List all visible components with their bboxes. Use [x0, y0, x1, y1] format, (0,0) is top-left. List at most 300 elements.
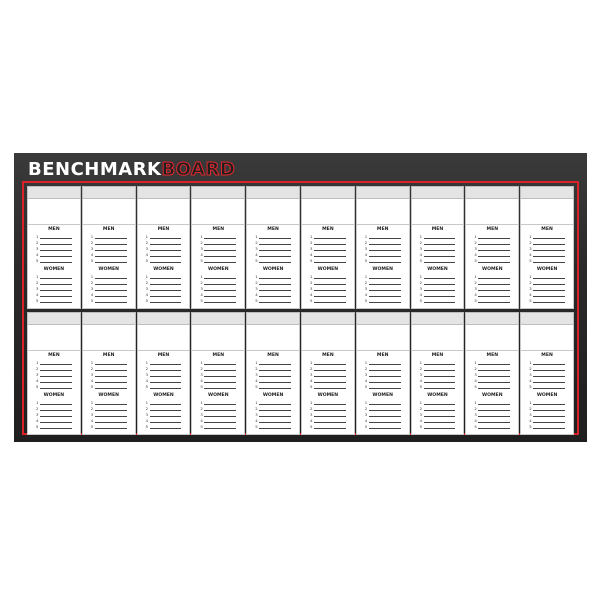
men-entry-line[interactable] [359, 365, 407, 371]
women-entry-line[interactable] [468, 405, 516, 411]
workout-header-cell[interactable] [246, 312, 300, 325]
women-entry-line[interactable] [523, 411, 571, 417]
entry-write-line[interactable] [478, 406, 510, 411]
workout-name-cell[interactable] [520, 325, 574, 351]
women-entry-line[interactable] [359, 417, 407, 423]
men-entry-line[interactable] [359, 383, 407, 389]
workout-header-cell[interactable] [246, 186, 300, 199]
women-entry-line[interactable] [30, 297, 78, 303]
women-entry-line[interactable] [249, 291, 297, 297]
entry-write-line[interactable] [424, 360, 456, 365]
men-entry-line[interactable] [414, 359, 462, 365]
entry-write-line[interactable] [204, 424, 236, 429]
entry-write-line[interactable] [478, 424, 510, 429]
women-entry-line[interactable] [523, 297, 571, 303]
men-entry-line[interactable] [140, 239, 188, 245]
women-entry-line[interactable] [468, 417, 516, 423]
workout-header-cell[interactable] [411, 312, 465, 325]
entry-write-line[interactable] [478, 384, 510, 389]
entry-write-line[interactable] [150, 384, 182, 389]
entry-write-line[interactable] [95, 360, 127, 365]
women-entry-line[interactable] [249, 405, 297, 411]
workout-name-cell[interactable] [246, 325, 300, 351]
entry-write-line[interactable] [204, 400, 236, 405]
men-entry-line[interactable] [249, 365, 297, 371]
men-entry-line[interactable] [194, 257, 242, 263]
women-entry-line[interactable] [414, 291, 462, 297]
men-entry-line[interactable] [304, 251, 352, 257]
women-entry-line[interactable] [414, 411, 462, 417]
men-entry-line[interactable] [414, 251, 462, 257]
entry-write-line[interactable] [259, 400, 291, 405]
men-entry-line[interactable] [359, 257, 407, 263]
entry-write-line[interactable] [259, 240, 291, 245]
entry-write-line[interactable] [314, 412, 346, 417]
men-entry-line[interactable] [194, 377, 242, 383]
women-entry-line[interactable] [194, 399, 242, 405]
men-entry-line[interactable] [468, 371, 516, 377]
women-entry-line[interactable] [523, 423, 571, 429]
men-entry-line[interactable] [523, 239, 571, 245]
workout-header-cell[interactable] [301, 312, 355, 325]
women-entry-line[interactable] [414, 399, 462, 405]
entry-write-line[interactable] [259, 280, 291, 285]
women-entry-line[interactable] [468, 291, 516, 297]
entry-write-line[interactable] [259, 378, 291, 383]
entry-write-line[interactable] [259, 286, 291, 291]
entry-write-line[interactable] [533, 424, 565, 429]
men-entry-line[interactable] [85, 365, 133, 371]
women-entry-line[interactable] [194, 411, 242, 417]
entry-write-line[interactable] [95, 412, 127, 417]
women-entry-line[interactable] [414, 405, 462, 411]
men-entry-line[interactable] [468, 239, 516, 245]
entry-write-line[interactable] [259, 424, 291, 429]
entry-write-line[interactable] [259, 298, 291, 303]
women-entry-line[interactable] [468, 297, 516, 303]
women-entry-line[interactable] [140, 411, 188, 417]
men-entry-line[interactable] [140, 371, 188, 377]
men-entry-line[interactable] [414, 371, 462, 377]
women-entry-line[interactable] [30, 399, 78, 405]
entry-write-line[interactable] [478, 234, 510, 239]
entry-write-line[interactable] [95, 424, 127, 429]
women-entry-line[interactable] [304, 417, 352, 423]
women-entry-line[interactable] [304, 405, 352, 411]
entry-write-line[interactable] [40, 280, 72, 285]
women-entry-line[interactable] [194, 291, 242, 297]
men-entry-line[interactable] [194, 233, 242, 239]
entry-write-line[interactable] [40, 372, 72, 377]
women-entry-line[interactable] [523, 279, 571, 285]
women-entry-line[interactable] [523, 399, 571, 405]
entry-write-line[interactable] [424, 240, 456, 245]
entry-write-line[interactable] [40, 400, 72, 405]
entry-write-line[interactable] [40, 384, 72, 389]
men-entry-line[interactable] [414, 377, 462, 383]
workout-name-cell[interactable] [82, 199, 136, 225]
entry-write-line[interactable] [150, 240, 182, 245]
entry-write-line[interactable] [259, 406, 291, 411]
entry-write-line[interactable] [314, 378, 346, 383]
women-entry-line[interactable] [304, 399, 352, 405]
entry-write-line[interactable] [259, 360, 291, 365]
women-entry-line[interactable] [140, 285, 188, 291]
entry-write-line[interactable] [40, 366, 72, 371]
entry-write-line[interactable] [369, 406, 401, 411]
workout-header-cell[interactable] [137, 312, 191, 325]
entry-write-line[interactable] [314, 384, 346, 389]
entry-write-line[interactable] [314, 234, 346, 239]
entry-write-line[interactable] [259, 366, 291, 371]
entry-write-line[interactable] [150, 234, 182, 239]
women-entry-line[interactable] [414, 273, 462, 279]
entry-write-line[interactable] [369, 292, 401, 297]
entry-write-line[interactable] [204, 360, 236, 365]
entry-write-line[interactable] [424, 258, 456, 263]
men-entry-line[interactable] [85, 257, 133, 263]
workout-header-cell[interactable] [465, 312, 519, 325]
entry-write-line[interactable] [424, 234, 456, 239]
women-entry-line[interactable] [194, 417, 242, 423]
entry-write-line[interactable] [314, 400, 346, 405]
women-entry-line[interactable] [523, 405, 571, 411]
entry-write-line[interactable] [204, 384, 236, 389]
entry-write-line[interactable] [533, 360, 565, 365]
entry-write-line[interactable] [478, 418, 510, 423]
entry-write-line[interactable] [424, 292, 456, 297]
men-entry-line[interactable] [523, 257, 571, 263]
women-entry-line[interactable] [304, 279, 352, 285]
entry-write-line[interactable] [533, 274, 565, 279]
entry-write-line[interactable] [259, 252, 291, 257]
entry-write-line[interactable] [259, 234, 291, 239]
women-entry-line[interactable] [30, 273, 78, 279]
entry-write-line[interactable] [478, 274, 510, 279]
men-entry-line[interactable] [468, 257, 516, 263]
men-entry-line[interactable] [359, 251, 407, 257]
men-entry-line[interactable] [468, 233, 516, 239]
workout-name-cell[interactable] [82, 325, 136, 351]
entry-write-line[interactable] [369, 412, 401, 417]
workout-name-cell[interactable] [465, 199, 519, 225]
men-entry-line[interactable] [140, 365, 188, 371]
entry-write-line[interactable] [259, 372, 291, 377]
workout-name-cell[interactable] [137, 199, 191, 225]
women-entry-line[interactable] [85, 279, 133, 285]
women-entry-line[interactable] [85, 291, 133, 297]
entry-write-line[interactable] [424, 252, 456, 257]
men-entry-line[interactable] [85, 233, 133, 239]
men-entry-line[interactable] [140, 233, 188, 239]
women-entry-line[interactable] [85, 273, 133, 279]
workout-name-cell[interactable] [356, 325, 410, 351]
men-entry-line[interactable] [468, 245, 516, 251]
entry-write-line[interactable] [314, 372, 346, 377]
entry-write-line[interactable] [314, 280, 346, 285]
entry-write-line[interactable] [259, 418, 291, 423]
entry-write-line[interactable] [204, 418, 236, 423]
men-entry-line[interactable] [85, 371, 133, 377]
entry-write-line[interactable] [95, 246, 127, 251]
men-entry-line[interactable] [30, 245, 78, 251]
men-entry-line[interactable] [140, 251, 188, 257]
entry-write-line[interactable] [40, 298, 72, 303]
women-entry-line[interactable] [30, 417, 78, 423]
entry-write-line[interactable] [150, 280, 182, 285]
entry-write-line[interactable] [314, 252, 346, 257]
entry-write-line[interactable] [369, 378, 401, 383]
women-entry-line[interactable] [468, 285, 516, 291]
entry-write-line[interactable] [95, 252, 127, 257]
entry-write-line[interactable] [204, 372, 236, 377]
men-entry-line[interactable] [304, 377, 352, 383]
entry-write-line[interactable] [369, 424, 401, 429]
women-entry-line[interactable] [249, 423, 297, 429]
women-entry-line[interactable] [414, 279, 462, 285]
entry-write-line[interactable] [369, 246, 401, 251]
entry-write-line[interactable] [95, 366, 127, 371]
entry-write-line[interactable] [478, 292, 510, 297]
workout-name-cell[interactable] [356, 199, 410, 225]
entry-write-line[interactable] [533, 280, 565, 285]
entry-write-line[interactable] [424, 246, 456, 251]
men-entry-line[interactable] [523, 245, 571, 251]
women-entry-line[interactable] [30, 411, 78, 417]
women-entry-line[interactable] [468, 423, 516, 429]
men-entry-line[interactable] [523, 359, 571, 365]
women-entry-line[interactable] [85, 405, 133, 411]
women-entry-line[interactable] [30, 279, 78, 285]
men-entry-line[interactable] [304, 371, 352, 377]
entry-write-line[interactable] [478, 400, 510, 405]
men-entry-line[interactable] [30, 251, 78, 257]
women-entry-line[interactable] [194, 279, 242, 285]
women-entry-line[interactable] [359, 279, 407, 285]
men-entry-line[interactable] [249, 239, 297, 245]
entry-write-line[interactable] [533, 240, 565, 245]
men-entry-line[interactable] [85, 245, 133, 251]
men-entry-line[interactable] [249, 359, 297, 365]
entry-write-line[interactable] [533, 258, 565, 263]
men-entry-line[interactable] [414, 233, 462, 239]
entry-write-line[interactable] [533, 286, 565, 291]
men-entry-line[interactable] [85, 359, 133, 365]
men-entry-line[interactable] [30, 371, 78, 377]
entry-write-line[interactable] [95, 372, 127, 377]
entry-write-line[interactable] [533, 412, 565, 417]
women-entry-line[interactable] [414, 285, 462, 291]
women-entry-line[interactable] [249, 399, 297, 405]
entry-write-line[interactable] [424, 274, 456, 279]
women-entry-line[interactable] [468, 273, 516, 279]
women-entry-line[interactable] [85, 411, 133, 417]
women-entry-line[interactable] [523, 417, 571, 423]
workout-header-cell[interactable] [465, 186, 519, 199]
men-entry-line[interactable] [249, 233, 297, 239]
entry-write-line[interactable] [40, 424, 72, 429]
women-entry-line[interactable] [30, 291, 78, 297]
entry-write-line[interactable] [424, 400, 456, 405]
entry-write-line[interactable] [369, 240, 401, 245]
men-entry-line[interactable] [30, 239, 78, 245]
entry-write-line[interactable] [533, 384, 565, 389]
men-entry-line[interactable] [85, 383, 133, 389]
workout-header-cell[interactable] [520, 186, 574, 199]
women-entry-line[interactable] [468, 399, 516, 405]
entry-write-line[interactable] [533, 372, 565, 377]
women-entry-line[interactable] [85, 285, 133, 291]
men-entry-line[interactable] [85, 251, 133, 257]
men-entry-line[interactable] [359, 371, 407, 377]
entry-write-line[interactable] [150, 360, 182, 365]
entry-write-line[interactable] [424, 412, 456, 417]
entry-write-line[interactable] [95, 292, 127, 297]
entry-write-line[interactable] [369, 258, 401, 263]
entry-write-line[interactable] [95, 258, 127, 263]
entry-write-line[interactable] [150, 406, 182, 411]
men-entry-line[interactable] [249, 371, 297, 377]
women-entry-line[interactable] [304, 423, 352, 429]
entry-write-line[interactable] [95, 240, 127, 245]
workout-name-cell[interactable] [411, 325, 465, 351]
entry-write-line[interactable] [150, 400, 182, 405]
entry-write-line[interactable] [40, 274, 72, 279]
women-entry-line[interactable] [304, 273, 352, 279]
workout-header-cell[interactable] [356, 186, 410, 199]
men-entry-line[interactable] [85, 377, 133, 383]
men-entry-line[interactable] [140, 359, 188, 365]
women-entry-line[interactable] [249, 417, 297, 423]
women-entry-line[interactable] [140, 399, 188, 405]
women-entry-line[interactable] [359, 297, 407, 303]
entry-write-line[interactable] [150, 292, 182, 297]
workout-name-cell[interactable] [301, 325, 355, 351]
men-entry-line[interactable] [304, 365, 352, 371]
workout-name-cell[interactable] [137, 325, 191, 351]
entry-write-line[interactable] [478, 240, 510, 245]
entry-write-line[interactable] [95, 400, 127, 405]
men-entry-line[interactable] [468, 377, 516, 383]
entry-write-line[interactable] [95, 286, 127, 291]
entry-write-line[interactable] [478, 360, 510, 365]
men-entry-line[interactable] [30, 365, 78, 371]
entry-write-line[interactable] [369, 400, 401, 405]
workout-header-cell[interactable] [356, 312, 410, 325]
entry-write-line[interactable] [314, 258, 346, 263]
women-entry-line[interactable] [85, 423, 133, 429]
men-entry-line[interactable] [140, 257, 188, 263]
entry-write-line[interactable] [478, 258, 510, 263]
men-entry-line[interactable] [359, 239, 407, 245]
women-entry-line[interactable] [140, 279, 188, 285]
men-entry-line[interactable] [194, 383, 242, 389]
entry-write-line[interactable] [150, 258, 182, 263]
men-entry-line[interactable] [523, 383, 571, 389]
men-entry-line[interactable] [414, 365, 462, 371]
women-entry-line[interactable] [304, 285, 352, 291]
entry-write-line[interactable] [369, 384, 401, 389]
entry-write-line[interactable] [369, 234, 401, 239]
entry-write-line[interactable] [150, 378, 182, 383]
entry-write-line[interactable] [150, 372, 182, 377]
entry-write-line[interactable] [533, 378, 565, 383]
women-entry-line[interactable] [304, 411, 352, 417]
women-entry-line[interactable] [30, 405, 78, 411]
entry-write-line[interactable] [314, 240, 346, 245]
entry-write-line[interactable] [424, 418, 456, 423]
men-entry-line[interactable] [523, 371, 571, 377]
women-entry-line[interactable] [194, 423, 242, 429]
entry-write-line[interactable] [314, 418, 346, 423]
men-entry-line[interactable] [194, 245, 242, 251]
entry-write-line[interactable] [95, 378, 127, 383]
entry-write-line[interactable] [424, 280, 456, 285]
entry-write-line[interactable] [40, 240, 72, 245]
workout-name-cell[interactable] [27, 325, 81, 351]
entry-write-line[interactable] [40, 234, 72, 239]
women-entry-line[interactable] [85, 399, 133, 405]
entry-write-line[interactable] [369, 274, 401, 279]
men-entry-line[interactable] [30, 257, 78, 263]
men-entry-line[interactable] [30, 377, 78, 383]
workout-header-cell[interactable] [191, 312, 245, 325]
entry-write-line[interactable] [369, 360, 401, 365]
entry-write-line[interactable] [150, 274, 182, 279]
entry-write-line[interactable] [204, 280, 236, 285]
women-entry-line[interactable] [140, 417, 188, 423]
entry-write-line[interactable] [150, 424, 182, 429]
entry-write-line[interactable] [259, 258, 291, 263]
entry-write-line[interactable] [95, 274, 127, 279]
workout-name-cell[interactable] [301, 199, 355, 225]
women-entry-line[interactable] [249, 285, 297, 291]
men-entry-line[interactable] [194, 359, 242, 365]
workout-header-cell[interactable] [82, 312, 136, 325]
women-entry-line[interactable] [523, 285, 571, 291]
entry-write-line[interactable] [150, 286, 182, 291]
women-entry-line[interactable] [30, 423, 78, 429]
entry-write-line[interactable] [369, 366, 401, 371]
entry-write-line[interactable] [478, 252, 510, 257]
women-entry-line[interactable] [140, 423, 188, 429]
men-entry-line[interactable] [304, 233, 352, 239]
men-entry-line[interactable] [414, 245, 462, 251]
entry-write-line[interactable] [204, 292, 236, 297]
workout-header-cell[interactable] [27, 186, 81, 199]
men-entry-line[interactable] [468, 383, 516, 389]
men-entry-line[interactable] [304, 239, 352, 245]
women-entry-line[interactable] [249, 411, 297, 417]
men-entry-line[interactable] [30, 359, 78, 365]
women-entry-line[interactable] [359, 411, 407, 417]
entry-write-line[interactable] [314, 360, 346, 365]
entry-write-line[interactable] [40, 360, 72, 365]
entry-write-line[interactable] [150, 366, 182, 371]
entry-write-line[interactable] [424, 406, 456, 411]
women-entry-line[interactable] [414, 423, 462, 429]
men-entry-line[interactable] [194, 365, 242, 371]
women-entry-line[interactable] [194, 297, 242, 303]
entry-write-line[interactable] [314, 246, 346, 251]
entry-write-line[interactable] [314, 298, 346, 303]
entry-write-line[interactable] [40, 418, 72, 423]
women-entry-line[interactable] [414, 297, 462, 303]
entry-write-line[interactable] [478, 298, 510, 303]
entry-write-line[interactable] [533, 292, 565, 297]
men-entry-line[interactable] [359, 233, 407, 239]
entry-write-line[interactable] [40, 286, 72, 291]
